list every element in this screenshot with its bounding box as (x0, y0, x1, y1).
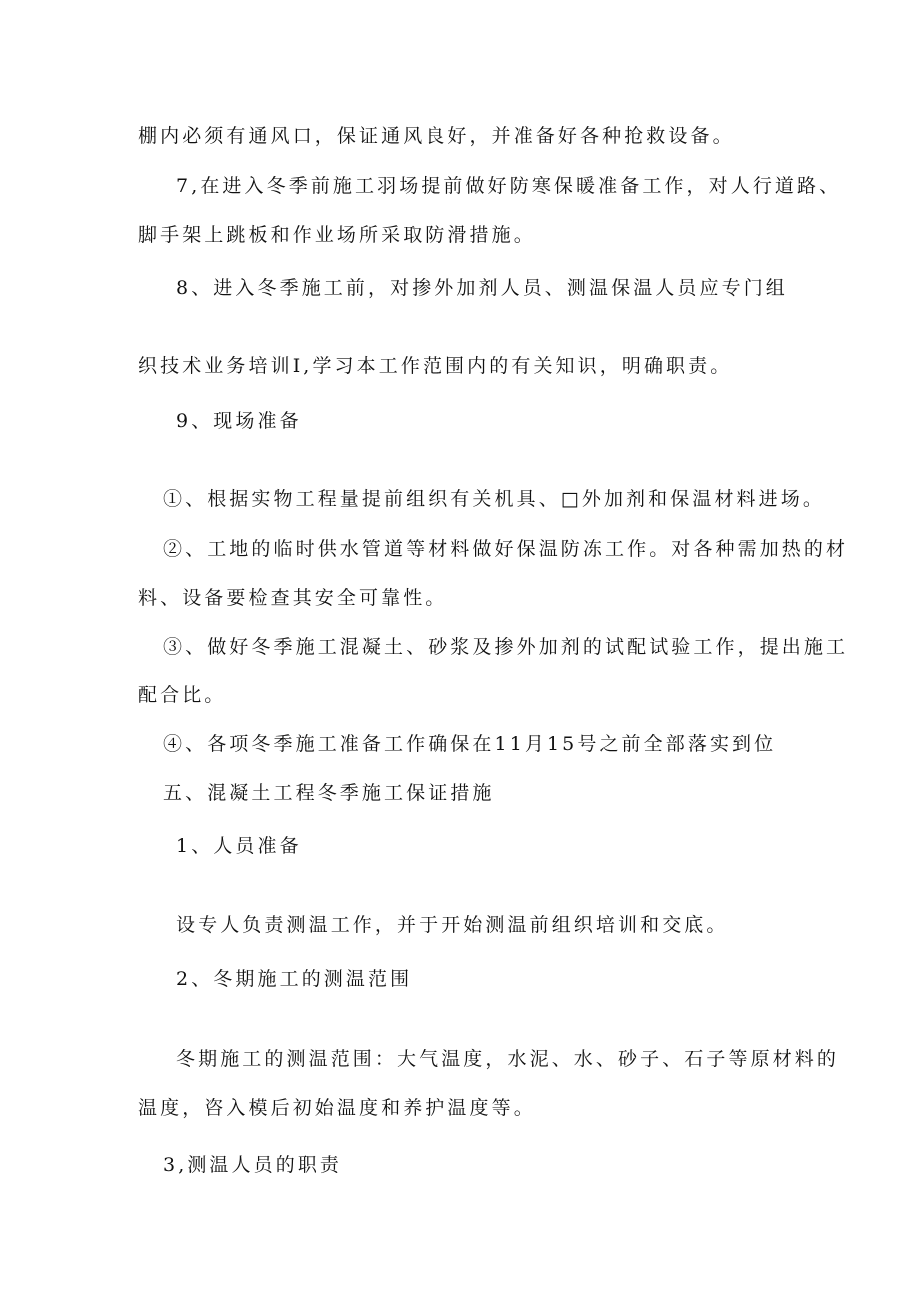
section-heading: 9、现场准备 (176, 410, 302, 432)
chapter-heading: 五、混凝土工程冬季施工保证措施 (163, 782, 495, 804)
list-item: ①、根据实物工程量提前组织有关机具、□外加剂和保温材料进场。 (163, 488, 825, 510)
list-item: ④、各项冬季施工准备工作确保在11月15号之前全部落实到位 (163, 733, 777, 755)
paragraph-line: 脚手架上跳板和作业场所采取防滑措施。 (138, 224, 536, 246)
section-heading: 2、冬期施工的测温范围 (176, 968, 413, 990)
paragraph-line: 棚内必须有通风口，保证通风良好，并准备好各种抢救设备。 (138, 125, 735, 147)
section-heading: 1、人员准备 (176, 835, 302, 857)
paragraph-line: 7,在进入冬季前施工羽场提前做好防寒保暖准备工作，对人行道路、 (176, 175, 842, 197)
paragraph-line: 织技术业务培训I,学习本工作范围内的有关知识，明确职责。 (138, 355, 733, 377)
list-item-continuation: 配合比。 (138, 684, 227, 706)
list-item: ③、做好冬季施工混凝土、砂浆及掺外加剂的试配试验工作，提出施工 (163, 636, 849, 658)
section-heading: 3,测温人员的职责 (163, 1154, 343, 1176)
paragraph-line: 温度，咨入模后初始温度和养护温度等。 (138, 1097, 536, 1119)
list-item: ②、工地的临时供水管道等材料做好保温防冻工作。对各种需加热的材 (163, 538, 849, 560)
paragraph-line: 冬期施工的测温范围：大气温度，水泥、水、砂子、石子等原材料的 (176, 1048, 840, 1070)
paragraph-line: 8、进入冬季施工前，对掺外加剂人员、测温保温人员应专门组 (176, 277, 788, 299)
list-item-continuation: 料、设备要检查其安全可靠性。 (138, 587, 448, 609)
paragraph-line: 设专人负责测温工作，并于开始测温前组织培训和交底。 (176, 914, 729, 936)
